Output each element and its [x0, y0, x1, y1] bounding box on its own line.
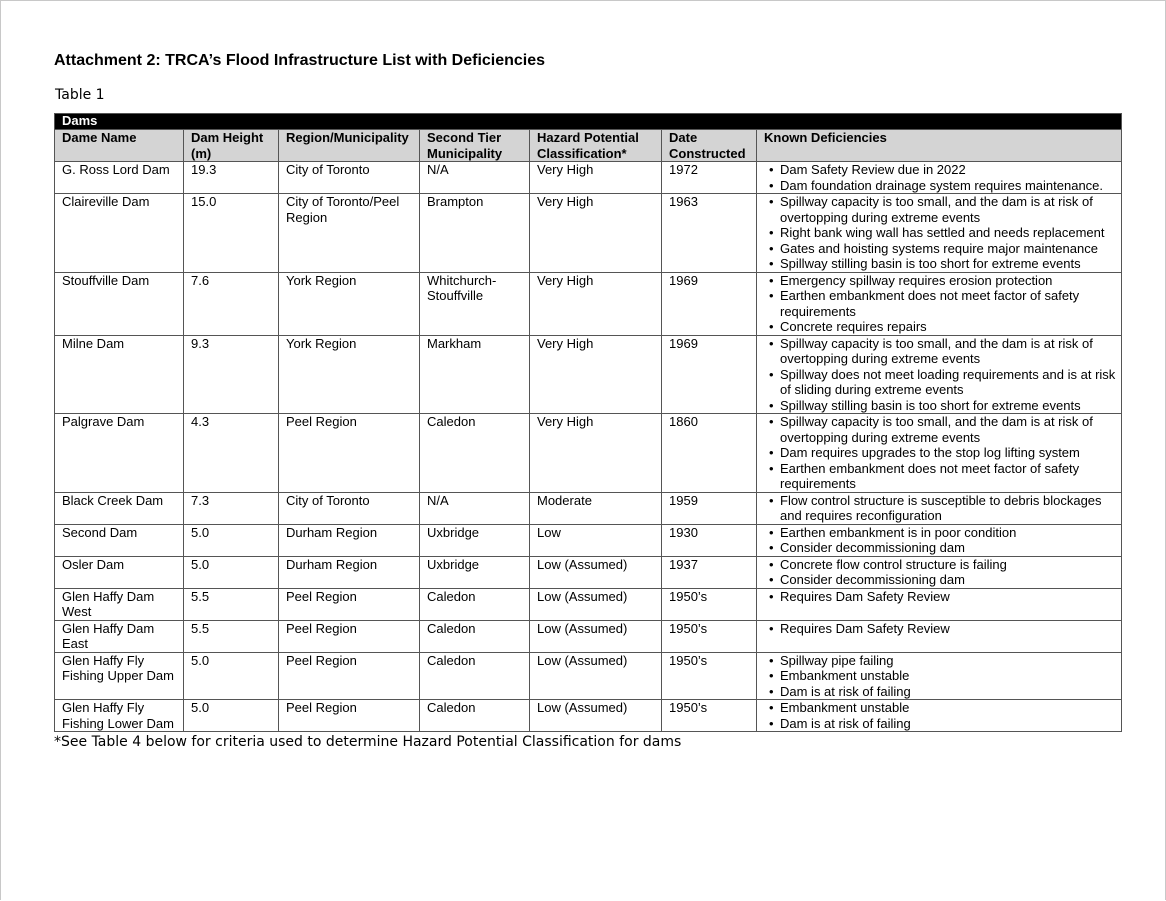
deficiencies-cell — [757, 492, 1122, 524]
hazard-cell: Low (Assumed) — [530, 556, 662, 588]
dam-height-cell: 5.0 — [184, 652, 279, 700]
region-cell: Peel Region — [279, 620, 420, 652]
deficiency-list — [764, 700, 1117, 731]
second-tier-cell: Whitchurch-Stouffville — [420, 272, 530, 335]
dam-name-cell: Milne Dam — [55, 335, 184, 414]
second-tier-cell: Brampton — [420, 194, 530, 273]
deficiency-list — [764, 525, 1117, 556]
region-cell: Peel Region — [279, 700, 420, 732]
deficiency-item: • Earthen embankment is in poor condition — [764, 525, 1117, 541]
deficiency-item: • Spillway pipe failing — [764, 653, 1117, 669]
deficiency-item: • Spillway stilling basin is too short for extreme events — [764, 398, 1117, 414]
dam-name-cell: Osler Dam — [55, 556, 184, 588]
table-row — [55, 652, 1122, 700]
table-row — [55, 492, 1122, 524]
second-tier-cell: Caledon — [420, 620, 530, 652]
deficiency-item: • Dam requires upgrades to the stop log lifting system — [764, 445, 1117, 461]
second-tier-cell: Uxbridge — [420, 524, 530, 556]
dam-name-cell: Glen Haffy Fly Fishing Lower Dam — [55, 700, 184, 732]
deficiency-item: • Spillway capacity is too small, and the dam is at risk of overtopping during extreme events — [764, 336, 1117, 367]
deficiency-item: • Embankment unstable — [764, 668, 1117, 684]
dam-height-cell: 4.3 — [184, 414, 279, 493]
region-cell: Peel Region — [279, 652, 420, 700]
hazard-cell: Moderate — [530, 492, 662, 524]
table-row — [55, 272, 1122, 335]
column-header: Known Deficiencies — [757, 130, 1122, 162]
second-tier-cell: Uxbridge — [420, 556, 530, 588]
dam-name-cell: Palgrave Dam — [55, 414, 184, 493]
deficiencies-cell — [757, 162, 1122, 194]
deficiency-item: • Spillway does not meet loading requirements and is at risk of sliding during extreme events — [764, 367, 1117, 398]
date-cell: 1950’s — [662, 700, 757, 732]
deficiencies-cell — [757, 272, 1122, 335]
deficiencies-cell — [757, 620, 1122, 652]
region-cell: Durham Region — [279, 524, 420, 556]
table-row — [55, 556, 1122, 588]
deficiency-item: • Spillway capacity is too small, and the dam is at risk of overtopping during extreme events — [764, 414, 1117, 445]
dam-name-cell: Stouffville Dam — [55, 272, 184, 335]
dam-name-cell: Glen Haffy Fly Fishing Upper Dam — [55, 652, 184, 700]
section-row — [55, 114, 1122, 130]
dam-name-cell: G. Ross Lord Dam — [55, 162, 184, 194]
column-header: Dame Name — [55, 130, 184, 162]
deficiency-list — [764, 653, 1117, 700]
deficiency-list — [764, 493, 1117, 524]
deficiency-item: • Requires Dam Safety Review — [764, 589, 1117, 605]
table-row — [55, 162, 1122, 194]
deficiency-item: • Requires Dam Safety Review — [764, 621, 1117, 637]
deficiency-item: • Emergency spillway requires erosion protection — [764, 273, 1117, 289]
column-header: Hazard Potential Classification* — [530, 130, 662, 162]
deficiencies-cell — [757, 588, 1122, 620]
region-cell: Durham Region — [279, 556, 420, 588]
deficiency-list — [764, 162, 1117, 193]
second-tier-cell: N/A — [420, 162, 530, 194]
deficiency-list — [764, 194, 1117, 272]
table-row — [55, 700, 1122, 732]
region-cell: Peel Region — [279, 588, 420, 620]
hazard-cell: Very High — [530, 194, 662, 273]
dam-height-cell: 15.0 — [184, 194, 279, 273]
table-row — [55, 620, 1122, 652]
hazard-cell: Low — [530, 524, 662, 556]
date-cell: 1959 — [662, 492, 757, 524]
table-row — [55, 524, 1122, 556]
deficiency-item: • Dam is at risk of failing — [764, 684, 1117, 700]
deficiencies-cell — [757, 556, 1122, 588]
table-body — [55, 162, 1122, 732]
date-cell: 1972 — [662, 162, 757, 194]
deficiency-item: • Consider decommissioning dam — [764, 572, 1117, 588]
deficiency-item: • Concrete requires repairs — [764, 319, 1117, 335]
table-row — [55, 414, 1122, 493]
deficiency-item: • Concrete flow control structure is failing — [764, 557, 1117, 573]
hazard-cell: Low (Assumed) — [530, 588, 662, 620]
header-row — [55, 130, 1122, 162]
deficiency-item: • Embankment unstable — [764, 700, 1117, 716]
deficiency-item: • Dam Safety Review due in 2022 — [764, 162, 1117, 178]
deficiencies-cell — [757, 524, 1122, 556]
date-cell: 1930 — [662, 524, 757, 556]
second-tier-cell: Caledon — [420, 588, 530, 620]
deficiency-item: • Right bank wing wall has settled and needs replacement — [764, 225, 1117, 241]
date-cell: 1969 — [662, 272, 757, 335]
deficiency-item: • Gates and hoisting systems require major maintenance — [764, 241, 1117, 257]
dam-name-cell: Black Creek Dam — [55, 492, 184, 524]
region-cell: City of Toronto — [279, 162, 420, 194]
deficiency-item: • Consider decommissioning dam — [764, 540, 1117, 556]
dam-height-cell: 5.5 — [184, 588, 279, 620]
region-cell: City of Toronto — [279, 492, 420, 524]
second-tier-cell: Caledon — [420, 700, 530, 732]
dam-height-cell: 9.3 — [184, 335, 279, 414]
hazard-cell: Low (Assumed) — [530, 652, 662, 700]
second-tier-cell: Caledon — [420, 414, 530, 493]
deficiency-item: • Spillway stilling basin is too short for extreme events — [764, 256, 1117, 272]
column-header: Second Tier Municipality — [420, 130, 530, 162]
deficiencies-cell — [757, 335, 1122, 414]
column-header: Region/Municipality — [279, 130, 420, 162]
deficiencies-cell — [757, 194, 1122, 273]
region-cell: York Region — [279, 272, 420, 335]
region-cell: Peel Region — [279, 414, 420, 493]
table-label: Table 1 — [55, 87, 105, 103]
dam-height-cell: 5.0 — [184, 700, 279, 732]
dam-height-cell: 19.3 — [184, 162, 279, 194]
deficiency-item: • Earthen embankment does not meet factor of safety requirements — [764, 461, 1117, 492]
dam-height-cell: 7.6 — [184, 272, 279, 335]
deficiency-list — [764, 414, 1117, 492]
dam-height-cell: 5.5 — [184, 620, 279, 652]
hazard-cell: Very High — [530, 335, 662, 414]
deficiencies-cell — [757, 652, 1122, 700]
dam-name-cell: Claireville Dam — [55, 194, 184, 273]
deficiency-list — [764, 621, 1117, 637]
deficiency-list — [764, 589, 1117, 605]
table-row — [55, 588, 1122, 620]
date-cell: 1950’s — [662, 652, 757, 700]
second-tier-cell: N/A — [420, 492, 530, 524]
column-header: Date Constructed — [662, 130, 757, 162]
document-heading: Attachment 2: TRCA’s Flood Infrastructure List with Deficiencies — [54, 52, 546, 69]
deficiency-list — [764, 557, 1117, 588]
deficiency-list — [764, 273, 1117, 335]
table-row — [55, 194, 1122, 273]
dam-name-cell: Glen Haffy Dam East — [55, 620, 184, 652]
deficiencies-cell — [757, 414, 1122, 493]
dam-height-cell: 5.0 — [184, 556, 279, 588]
deficiency-item: • Spillway capacity is too small, and the dam is at risk of overtopping during extreme events — [764, 194, 1117, 225]
deficiencies-cell — [757, 700, 1122, 732]
dam-height-cell: 7.3 — [184, 492, 279, 524]
column-header: Dam Height (m) — [184, 130, 279, 162]
region-cell: York Region — [279, 335, 420, 414]
section-title: Dams — [55, 114, 1122, 130]
deficiency-item: • Dam is at risk of failing — [764, 716, 1117, 732]
region-cell: City of Toronto/Peel Region — [279, 194, 420, 273]
deficiency-item: • Dam foundation drainage system requires maintenance. — [764, 178, 1117, 194]
date-cell: 1937 — [662, 556, 757, 588]
hazard-cell: Low (Assumed) — [530, 620, 662, 652]
dams-table — [54, 113, 1122, 732]
table-row — [55, 335, 1122, 414]
date-cell: 1950’s — [662, 588, 757, 620]
footnote: *See Table 4 below for criteria used to determine Hazard Potential Classification for dams — [54, 734, 682, 750]
dam-name-cell: Glen Haffy Dam West — [55, 588, 184, 620]
second-tier-cell: Markham — [420, 335, 530, 414]
hazard-cell: Low (Assumed) — [530, 700, 662, 732]
second-tier-cell: Caledon — [420, 652, 530, 700]
date-cell: 1860 — [662, 414, 757, 493]
hazard-cell: Very High — [530, 272, 662, 335]
deficiency-item: • Earthen embankment does not meet factor of safety requirements — [764, 288, 1117, 319]
date-cell: 1969 — [662, 335, 757, 414]
date-cell: 1963 — [662, 194, 757, 273]
hazard-cell: Very High — [530, 162, 662, 194]
deficiency-list — [764, 336, 1117, 414]
dam-name-cell: Second Dam — [55, 524, 184, 556]
deficiency-item: • Flow control structure is susceptible to debris blockages and requires reconfiguration — [764, 493, 1117, 524]
hazard-cell: Very High — [530, 414, 662, 493]
date-cell: 1950’s — [662, 620, 757, 652]
dam-height-cell: 5.0 — [184, 524, 279, 556]
